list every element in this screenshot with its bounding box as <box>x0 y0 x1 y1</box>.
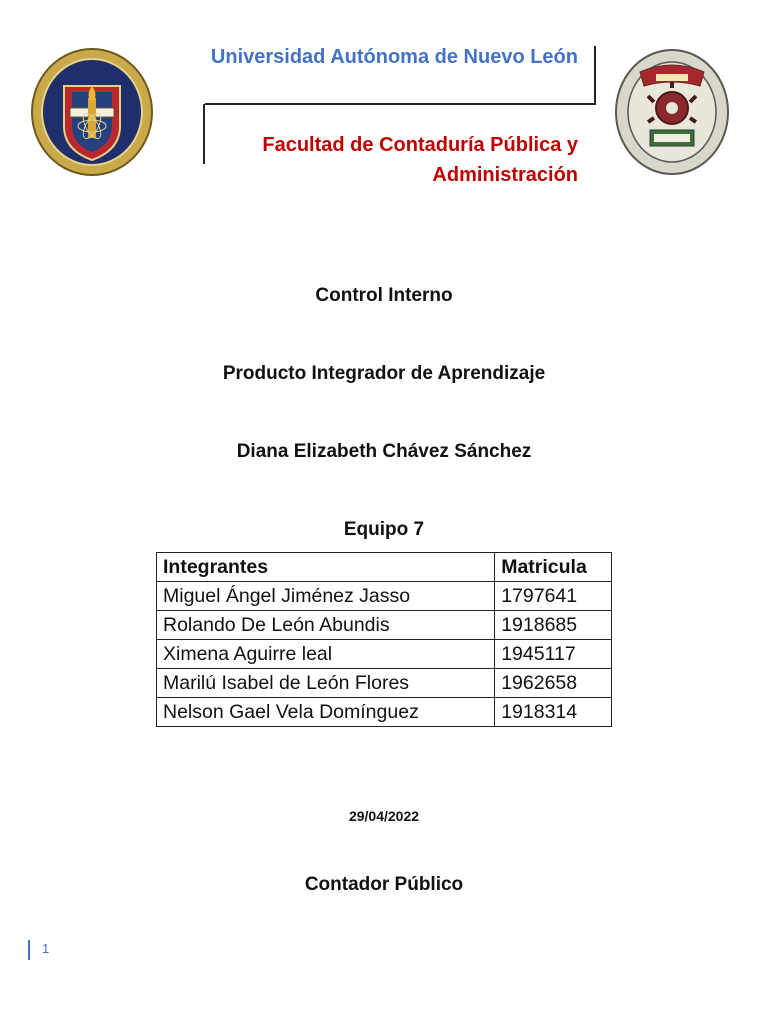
member-name: Marilú Isabel de León Flores <box>157 669 495 698</box>
faculty-title-line1: Facultad de Contaduría Pública y <box>262 134 578 156</box>
member-id: 1945117 <box>495 640 612 669</box>
member-id: 1797641 <box>495 582 612 611</box>
table-row <box>157 669 612 698</box>
member-id: 1918685 <box>495 611 612 640</box>
member-id: 1918314 <box>495 698 612 727</box>
member-name: Miguel Ángel Jiménez Jasso <box>157 582 495 611</box>
table-row <box>157 611 612 640</box>
career-title: Contador Público <box>304 874 464 895</box>
member-name: Nelson Gael Vela Domínguez <box>157 698 495 727</box>
header-divider-horizontal <box>205 103 596 105</box>
column-header-matricula: Matricula <box>495 553 612 582</box>
member-name: Rolando De León Abundis <box>157 611 495 640</box>
table-row <box>157 640 612 669</box>
member-name: Ximena Aguirre leal <box>157 640 495 669</box>
header-divider-vertical-left <box>203 104 205 164</box>
header-divider-vertical-right <box>594 46 596 104</box>
faculty-title-line2: Administración <box>432 164 578 186</box>
teacher-name: Diana Elizabeth Chávez Sánchez <box>236 441 532 462</box>
table-header-row <box>157 553 612 582</box>
faculty-title <box>220 130 578 190</box>
university-title: Universidad Autónoma de Nuevo León <box>210 46 578 68</box>
product-title: Producto Integrador de Aprendizaje <box>222 363 546 384</box>
team-name: Equipo 7 <box>343 519 425 540</box>
members-table <box>156 552 612 727</box>
table-row <box>157 582 612 611</box>
document-date: 29/04/2022 <box>348 808 420 824</box>
fcpya-crest-icon <box>610 46 734 178</box>
column-header-integrantes: Integrantes <box>157 553 495 582</box>
member-id: 1962658 <box>495 669 612 698</box>
page-number: 1 <box>42 941 50 956</box>
page-number-bar <box>28 940 30 960</box>
uanl-seal-icon <box>30 46 154 178</box>
table-row <box>157 698 612 727</box>
subject-title: Control Interno <box>315 285 453 306</box>
